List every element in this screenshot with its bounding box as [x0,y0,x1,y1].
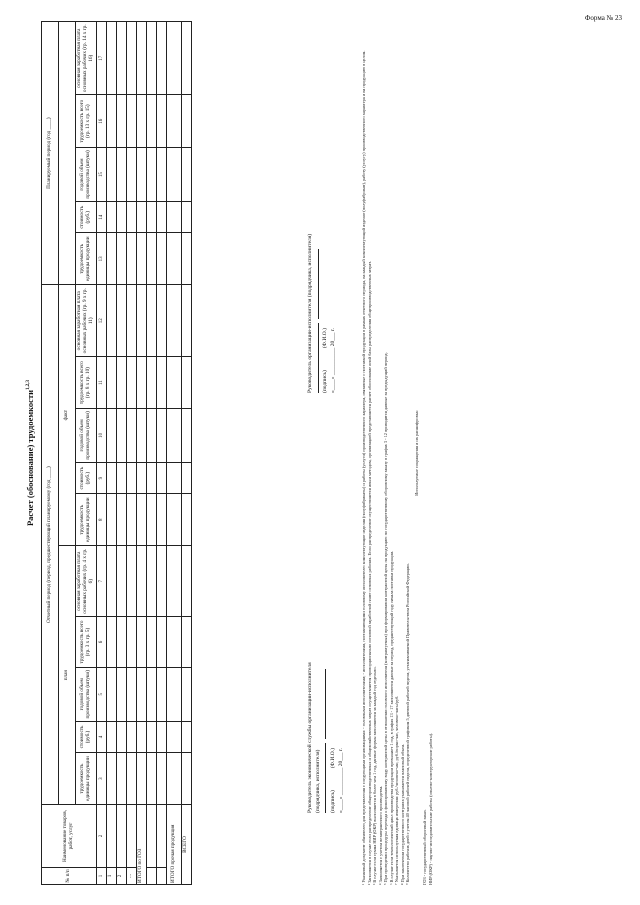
col-number: 12 [96,284,106,356]
col-number: 16 [96,94,106,147]
row-label [156,867,166,884]
column-numbers-row [96,21,106,884]
col-8-header: трудоемкость единицы продукции [76,493,97,545]
col-number: 2 [96,804,106,867]
footnote: ⁵ При проведении процедуры перехода к фиксированному виду контрактной цены в отношении головного исполнителя (контрактуемых) при формировании контрактной цены на продукцию по государственному оборонному заказу в графах 3 - 12 приводятся данные за предыдущий период. [383,351,388,885]
footnote: ⁹ Количество рабочих дней с учетом 40 часовой рабочей недели, определенной графиком 5 дневной рабочей недели, устанавливаемой Правительством Российской Федерации. [405,562,410,885]
footnote: ¹ Указанный документ обязателен для представления с следующими организациями: - головными исполнителями; - исполнителями, поставляющими головному исполнителю комплектующие изделия (полуфабрикаты) и работы (услуги) производственного характера, связанные с поставкой продукции в рамках отчетного периода, на каждый комплектующий изделие (полуфабрикат), работу (услугу) производственного характера и на продукцию в целом. [361,50,366,885]
col-number: 14 [96,201,106,232]
col-no-header: № п/п [42,867,97,884]
col-10-header: годовой объем производства (штуки) [76,408,97,462]
table-row [136,21,146,884]
row-label-total-other: ИТОГО прочая продукция [166,804,181,884]
economist-title: Руководитель экономической службы организации-исполнителя [307,661,313,813]
footnote: ⁸ При заключении государственного контракта указывается плановый объем. [399,743,405,885]
col-number: 8 [96,493,106,545]
row-label [146,867,156,884]
year: 20 [330,340,337,346]
col-number: 11 [96,356,106,408]
col-name-header: Наименование товаров, работ, услуг [42,804,97,867]
col-number: 1 [96,867,106,884]
footnote: ³ В случае если сумма НИР (ОКР) выполняется в более чем 1 год, данные формы заполняются за каждый год отдельно. [372,665,377,885]
form-number: Форма № 23 [584,14,622,22]
col-11-header: трудоемкость всего (гр. 8 x гр. 10) [76,356,97,408]
row-label: 1 [106,867,116,884]
col-9-header: стоимость (руб.) [76,462,97,493]
labor-table [41,21,192,885]
fio-label: (Ф.И.О.) [322,327,329,348]
abbr-title: Используемые сокращения и их расшифровка: [413,409,419,496]
head-signature-block: Руководитель организации-исполнителя (подрядчика, исполнителя) (подпись) (Ф.И.О.) «____» __________ 20___ г. [307,93,338,393]
head-title: Руководитель организации-исполнителя (подрядчика, исполнителя) [307,233,313,393]
col-4-header: стоимость (руб.) [76,721,97,752]
reporting-period-header: Отчетный период (период, предшествующий планируемому (год ____) [42,284,59,804]
col-number: 3 [96,752,106,804]
fact-subheader: факт [59,284,76,545]
economist-signature-block: Руководитель экономической службы организации-исполнителя (подрядчика, исполнителя) (подпись) (Ф.И.О.) «____» __________ 20___ г. [307,553,345,813]
table-row [156,21,166,884]
plan-period-header: Планируемый период (год ____) [42,21,59,284]
table-row [106,21,116,884]
table-row [146,21,156,884]
col-7-header: основная заработная плата основных рабочих (гр. 4 x гр. 6) [76,545,97,616]
col-3-header: трудоемкость единицы продукции [76,752,97,804]
col-12-header: основная заработная плата основных рабочих (гр. 9 x гр. 11) [76,284,97,356]
year: 20 [337,760,344,766]
fio-label: (Ф.И.О.) [330,747,337,768]
footnote: ² Заполняется в случае если распределение общепроизводственных и общехозяйственных затрат осуществляется пропорционально основной заработной плате основных рабочих. Если распределение осуществляется иным методом, организацией представляется расчет обоснование иной базы распределения общепроизводственных затрат. [366,260,372,885]
table-row [126,21,136,884]
col-number: 15 [96,147,106,201]
row-label-grand-total: ВСЕГО [181,804,191,884]
col-5-header: годовой объем производства (штуки) [76,667,97,721]
col-13-header: трудоемкость единицы продукции [76,232,97,284]
col-number: 4 [96,721,106,752]
table-body [106,21,191,884]
col-17-header: основная заработная плата основных рабочих (гр. 14 x гр. 16) [76,21,97,94]
col-number: 17 [96,21,106,94]
footnotes [361,21,433,885]
table-row [116,21,126,884]
col-number: 10 [96,408,106,462]
col-number: 9 [96,462,106,493]
row-label: ... [126,867,136,884]
col-15-header: годовой объем производства (штуки) [76,147,97,201]
col-14-header: стоимость (руб.) [76,201,97,232]
economist-subtitle: (подрядчика, исполнителя) [314,749,321,813]
plan-subheader: план [59,545,76,804]
abbr-nir: НИР (ОКР) - научно-исследовательские работы (опытно-конструкторские работы). [427,732,433,885]
col-6-header: трудоемкость всего (гр. 3 x гр. 5) [76,616,97,666]
abbr-goz: ГОЗ - государственный оборонный заказ. [422,808,427,885]
col-number: 6 [96,616,106,666]
col-number: 5 [96,667,106,721]
sign-label: (подпись) [330,789,337,813]
sign-label: (подпись) [322,369,329,393]
col-number: 13 [96,232,106,284]
row-label: 2 [116,867,126,884]
rotated-page [15,13,625,893]
footnote: ⁷ Указывается используемая единица измерения: руб./человеко-час, руб./нормо-час, человеко-часы/руб. [394,695,399,885]
footnote: ⁴ Заполняется с учетом незавершенного производства. [377,785,383,885]
footnote: ⁶ В случае если технологический цикл производства продукции превышает 1 год, в графах 13 - 17 заполняются данные за период, предшествующий году начала поставки продукции. [388,550,394,885]
page-title: Расчет (обоснование) трудоемкости$^{1,2,3}$ [25,379,35,526]
plan-period-spacer [59,21,76,284]
row-label-total-goz: ИТОГО по ГОЗ [136,804,146,884]
table-row [166,21,181,884]
col-16-header: трудоемкость всего (гр. 13 x гр. 15) [76,94,97,147]
table-row [181,21,191,884]
col-number: 7 [96,545,106,616]
